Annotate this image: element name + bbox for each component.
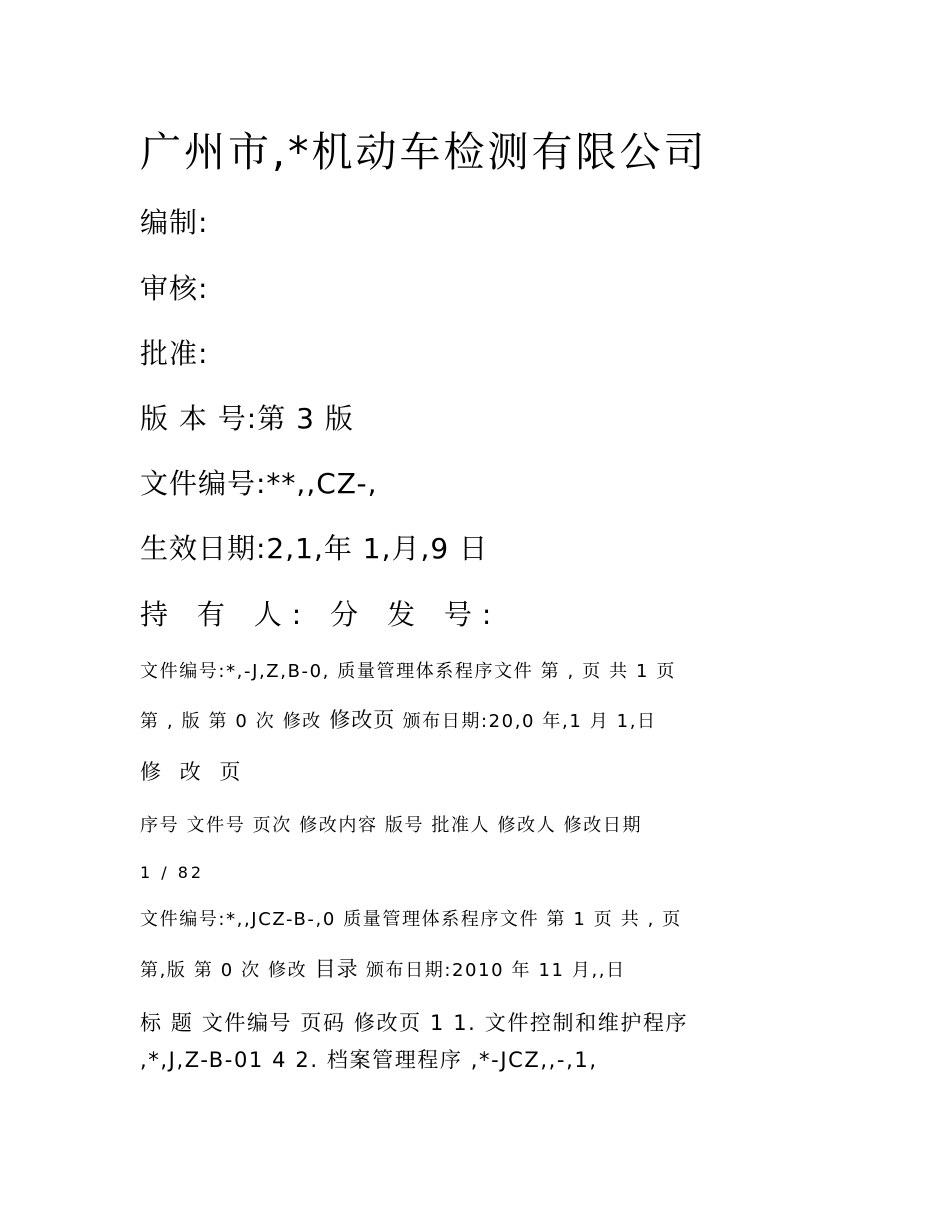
revision-table-header: 序号 文件号 页次 修改内容 版号 批准人 修改人 修改日期 xyxy=(140,815,643,836)
page1-header-line2 xyxy=(140,708,657,733)
toc-line-2: ,*,J,Z-B-01 4 2. 档案管理程序 ,*-JCZ,,-,1, xyxy=(140,1048,598,1072)
page2-issue-date: 颁布日期:2010 年 11 月,,日 xyxy=(365,960,626,981)
effective-date-field: 生效日期:2,1,年 1,月,9 日 xyxy=(140,532,489,565)
page1-issue-date: 颁布日期:20,0 年,1 月 1,日 xyxy=(402,711,657,732)
compile-field: 编制: xyxy=(140,206,209,239)
company-title: 广州市,*机动车检测有限公司 xyxy=(140,128,708,176)
revision-heading: 修 改 页 xyxy=(140,760,247,784)
toc-line-1: 标 题 文件编号 页码 修改页 1 1. 文件控制和维护程序 xyxy=(140,1011,689,1035)
page1-header-line1: 文件编号:*,-J,Z,B-0, 质量管理体系程序文件 第 , 页 共 1 页 xyxy=(140,661,677,682)
page2-header-line1: 文件编号:*,,JCZ-B-,0 质量管理体系程序文件 第 1 页 共 , 页 xyxy=(140,909,682,930)
page2-header-line2 xyxy=(140,957,626,982)
page1-version-text: 第 , 版 第 0 次 修改 xyxy=(140,711,322,732)
page2-section-title: 目录 xyxy=(314,957,359,981)
page-number: 1 / 82 xyxy=(140,863,205,882)
approve-field: 批准: xyxy=(140,337,209,370)
review-field: 审核: xyxy=(140,272,209,305)
version-field: 版 本 号:第 3 版 xyxy=(140,402,354,435)
holder-field: 持 有 人: 分 发 号: xyxy=(140,598,502,631)
file-number-field: 文件编号:**,,CZ-, xyxy=(140,467,378,500)
page1-section-title: 修改页 xyxy=(329,708,396,732)
page2-version-text: 第,版 第 0 次 修改 xyxy=(140,960,308,981)
